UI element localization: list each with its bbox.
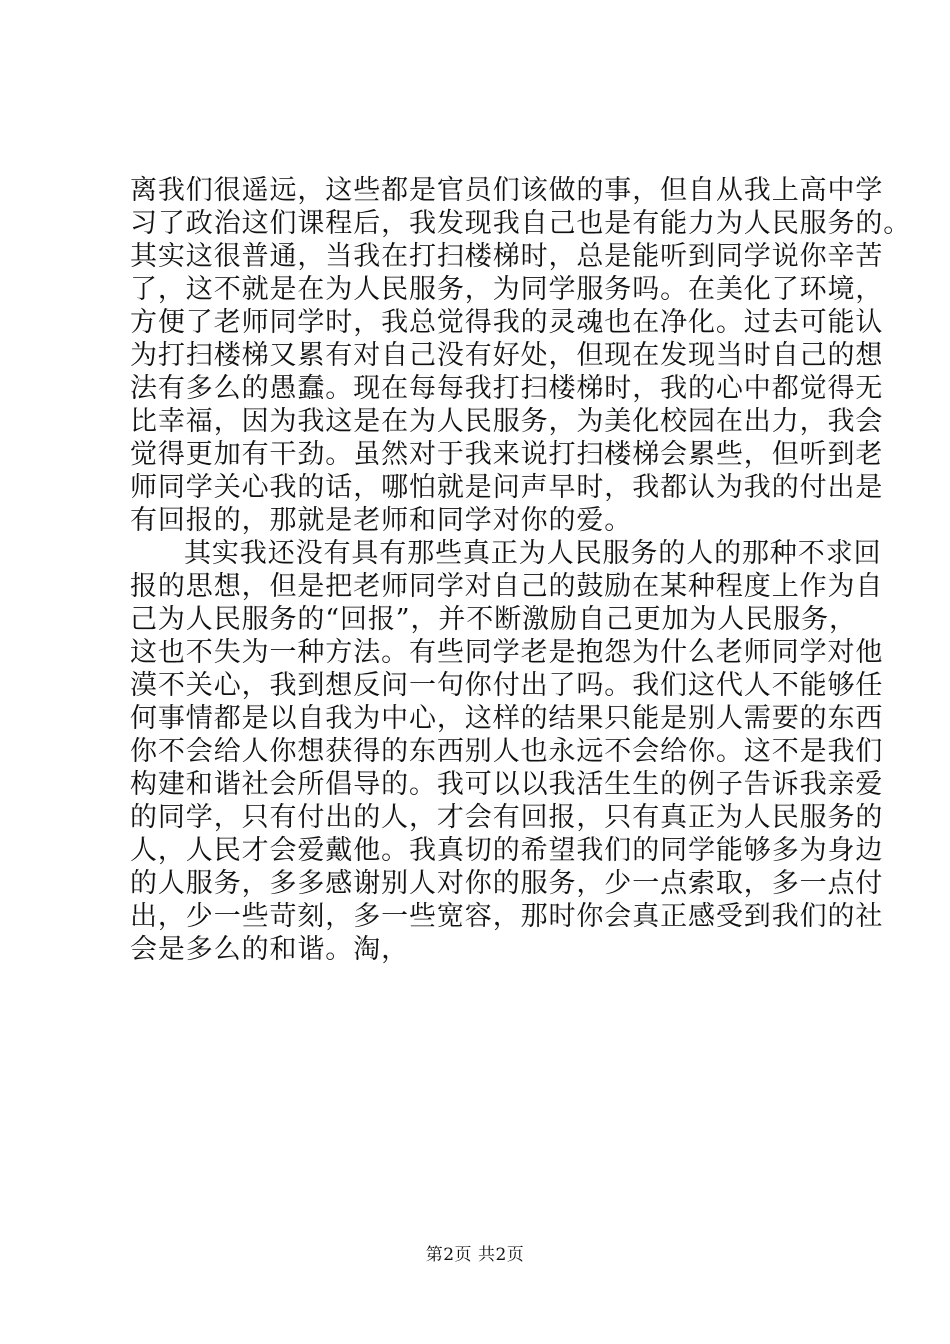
text-line: 何事情都是以自我为中心，这样的结果只能是别人需要的东西 bbox=[130, 703, 884, 734]
text-line: 会是多么的和谐。淘， bbox=[130, 934, 409, 965]
page-number-label: 第2页 共2页 bbox=[425, 1245, 525, 1265]
page-footer bbox=[0, 1244, 950, 1266]
text-line: 构建和谐社会所倡导的。我可以以我活生生的例子告诉我亲爱 bbox=[130, 769, 884, 800]
text-line: 习了政治这们课程后，我发现我自己也是有能力为人民服务的。 bbox=[130, 208, 912, 239]
text-line: 的同学，只有付出的人，才会有回报，只有真正为人民服务的 bbox=[130, 802, 884, 833]
text-line: 人，人民才会爱戴他。我真切的希望我们的同学能够多为身边 bbox=[130, 835, 884, 866]
text-line: 为打扫楼梯又累有对自己没有好处，但现在发现当时自己的想 bbox=[130, 340, 884, 371]
text-line: 出，少一些苛刻，多一些宽容，那时你会真正感受到我们的社 bbox=[130, 901, 884, 932]
text-line: 这也不失为一种方法。有些同学老是抱怨为什么老师同学对他 bbox=[130, 637, 884, 668]
text-line: 的人服务，多多感谢别人对你的服务，少一点索取，多一点付 bbox=[130, 868, 884, 899]
text-line: 离我们很遥远，这些都是官员们该做的事，但自从我上高中学 bbox=[130, 175, 884, 206]
text-line: 了，这不就是在为人民服务，为同学服务吗。在美化了环境， bbox=[130, 274, 884, 305]
text-line: 其实我还没有具有那些真正为人民服务的人的那种不求回 bbox=[184, 538, 882, 569]
text-line: 觉得更加有干劲。虽然对于我来说打扫楼梯会累些，但听到老 bbox=[130, 439, 884, 470]
body-text bbox=[130, 174, 912, 966]
paragraph-2 bbox=[130, 537, 884, 966]
text-line: 己为人民服务的“回报”，并不断激励自己更加为人民服务， bbox=[130, 604, 857, 635]
text-line: 法有多么的愚蠢。现在每每我打扫楼梯时，我的心中都觉得无 bbox=[130, 373, 884, 404]
text-line: 有回报的，那就是老师和同学对你的爱。 bbox=[130, 505, 633, 536]
text-line: 师同学关心我的话，哪怕就是问声早时，我都认为我的付出是 bbox=[130, 472, 884, 503]
text-line: 你不会给人你想获得的东西别人也永远不会给你。这不是我们 bbox=[130, 736, 884, 767]
text-line: 方便了老师同学时，我总觉得我的灵魂也在净化。过去可能认 bbox=[130, 307, 884, 338]
paragraph-1 bbox=[130, 174, 912, 537]
text-line: 比幸福，因为我这是在为人民服务，为美化校园在出力，我会 bbox=[130, 406, 884, 437]
text-line: 报的思想，但是把老师同学对自己的鼓励在某种程度上作为自 bbox=[130, 571, 884, 602]
text-line: 其实这很普通，当我在打扫楼梯时，总是能听到同学说你辛苦 bbox=[130, 241, 884, 272]
text-line: 漠不关心，我到想反问一句你付出了吗。我们这代人不能够任 bbox=[130, 670, 884, 701]
